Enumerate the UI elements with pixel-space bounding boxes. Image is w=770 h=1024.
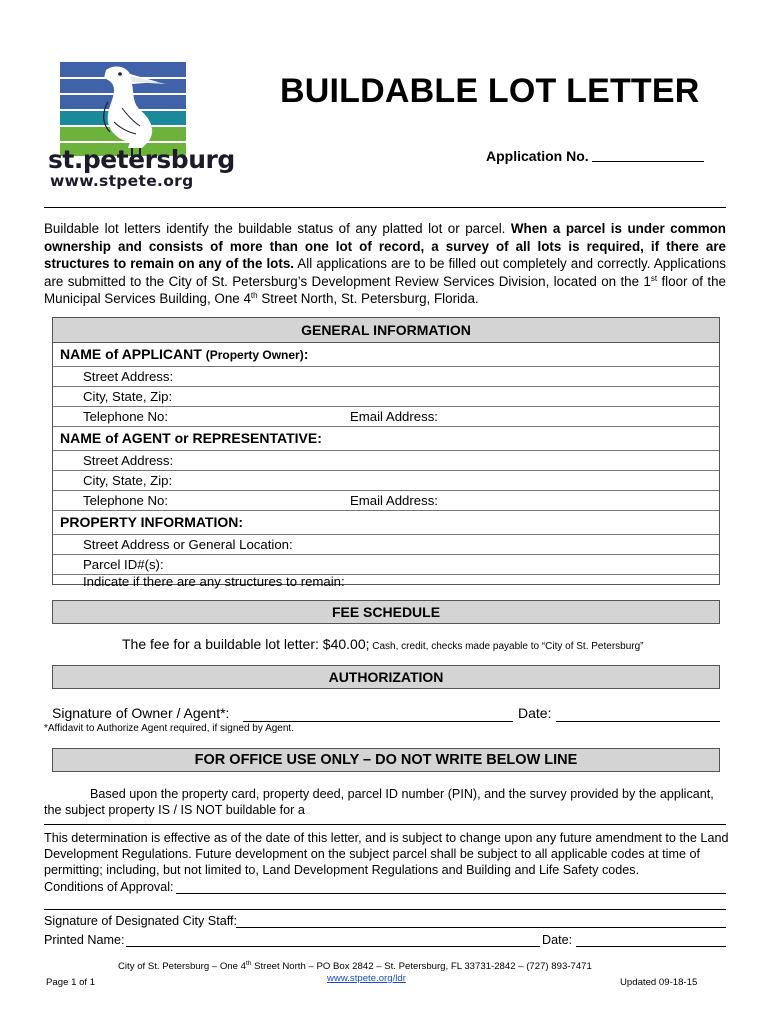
- applicant-phone-label: Telephone No:: [83, 409, 169, 424]
- agent-city-field[interactable]: City, State, Zip:: [53, 471, 719, 491]
- office-date-label: Date:: [542, 933, 573, 947]
- staff-signature-field[interactable]: [236, 927, 726, 928]
- office-date-field[interactable]: [576, 946, 726, 947]
- application-number-label: Application No.: [486, 148, 589, 164]
- applicant-heading: NAME of APPLICANT (Property Owner):: [60, 346, 309, 362]
- agent-phone-email-row[interactable]: [53, 491, 719, 511]
- footer-address: City of St. Petersburg – One 4th Street North – PO Box 2842 – St. Petersburg, FL 33731-2842 – (727) 893-7471: [118, 960, 592, 972]
- agent-email-label: Email Address:: [350, 493, 438, 508]
- logo-url: www.stpete.org: [50, 172, 194, 190]
- general-information-heading: GENERAL INFORMATION: [53, 318, 719, 343]
- authorization-heading: AUTHORIZATION: [52, 665, 720, 689]
- intro-paragraph: Buildable lot letters identify the buildable status of any platted lot or parcel. When a parcel is under common ownership and consists of more than one lot of record, a survey of all lots is required, if there are structures to remain on any of the lots. All applications are to be filled out completely and correctly. Applications are submitted to the City of St. Petersburg’s Development Review Services Division, located on the 1st floor of the Municipal Services Building, One 4th Street North, St. Petersburg, Florida.: [44, 221, 726, 306]
- application-number-field[interactable]: [486, 147, 704, 164]
- page-title: BUILDABLE LOT LETTER: [280, 72, 700, 110]
- agent-phone-label: Telephone No:: [83, 493, 169, 508]
- fee-text: The fee for a buildable lot letter: $40.00; Cash, credit, checks made payable to “City of St. Petersburg”: [122, 636, 644, 652]
- page-number: Page 1 of 1: [46, 977, 96, 988]
- staff-signature-label: Signature of Designated City Staff:: [44, 914, 237, 928]
- updated-date: Updated 09-18-15: [620, 977, 698, 988]
- printed-name-label: Printed Name:: [44, 933, 125, 947]
- agent-heading-row: [53, 427, 719, 451]
- property-heading: PROPERTY INFORMATION:: [60, 514, 244, 530]
- signature-date-label: Date:: [518, 705, 552, 721]
- footer-website-link[interactable]: www.stpete.org/ldr: [327, 973, 406, 984]
- property-heading-row: [53, 511, 719, 535]
- property-location-field[interactable]: Street Address or General Location:: [53, 535, 719, 555]
- owner-signature-label: Signature of Owner / Agent*:: [52, 705, 230, 721]
- determination-paragraph: Based upon the property card, property deed, parcel ID number (PIN), and the survey provided by the applicant, the subject property IS / IS NOT buildable for a: [44, 787, 714, 817]
- applicant-street-field[interactable]: Street Address:: [53, 367, 719, 387]
- city-logo: [48, 62, 235, 194]
- office-use-heading: FOR OFFICE USE ONLY – DO NOT WRITE BELOW LINE: [52, 748, 720, 772]
- printed-name-field[interactable]: [126, 946, 540, 947]
- affidavit-note: *Affidavit to Authorize Agent required, if signed by Agent.: [44, 723, 294, 734]
- divider-line: [44, 824, 726, 825]
- conditions-field[interactable]: [176, 893, 726, 894]
- pelican-icon: [48, 62, 200, 158]
- effective-date-paragraph: This determination is effective as of the date of this letter, and is subject to change upon any future amendment to the Land Development Regulations. Future development on the subject parcel shall be subject to all applicable codes at time of permitting; including, but not limited to, Land Development Regulations and Building and Life Safety codes.: [44, 831, 729, 877]
- owner-signature-field[interactable]: [243, 721, 513, 722]
- applicant-city-field[interactable]: City, State, Zip:: [53, 387, 719, 407]
- parcel-id-field[interactable]: Parcel ID#(s):: [53, 555, 719, 575]
- structures-field[interactable]: Indicate if there are any structures to remain:: [83, 574, 345, 589]
- agent-street-field[interactable]: Street Address:: [53, 451, 719, 471]
- general-information-section: [52, 317, 720, 589]
- fee-schedule-heading: FEE SCHEDULE: [52, 600, 720, 624]
- applicant-email-label: Email Address:: [350, 409, 438, 424]
- agent-heading: NAME of AGENT or REPRESENTATIVE:: [60, 430, 322, 446]
- logo-wordmark: st.petersburg: [48, 145, 235, 174]
- applicant-phone-email-row[interactable]: [53, 407, 719, 427]
- conditions-field-line-2[interactable]: [44, 909, 726, 910]
- application-number-blank[interactable]: [592, 147, 704, 162]
- applicant-heading-row: [53, 343, 719, 367]
- conditions-label: Conditions of Approval:: [44, 880, 174, 894]
- signature-date-field[interactable]: [556, 721, 720, 722]
- header-divider: [44, 207, 726, 208]
